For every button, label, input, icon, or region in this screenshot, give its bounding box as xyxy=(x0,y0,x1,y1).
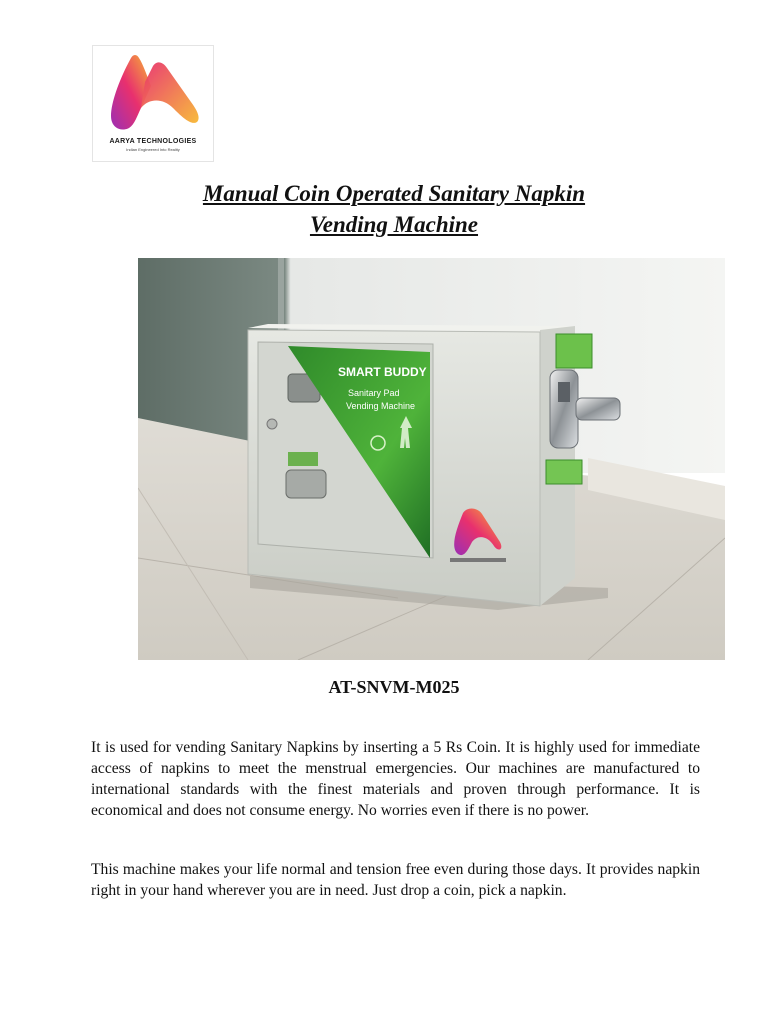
logo-tagline: Indian Engineered Into Reality xyxy=(126,147,180,152)
model-code: AT-SNVM-M025 xyxy=(328,677,460,697)
description-paragraph-2: This machine makes your life normal and tension free even during those days. It provides napkin right in your hand wherever you are in need. Just drop a coin, pick a napkin. xyxy=(91,861,700,899)
title-line-2: Vending Machine xyxy=(309,212,479,237)
logo-mark-icon xyxy=(93,46,213,141)
description-paragraph-1: It is used for vending Sanitary Napkins by inserting a 5 Rs Coin. It is highly used for immediate access of napkins to meet the menstrual emergencies. Our machines are manufactured to international standards with the finest materials and proven through performance. It is economical and does not consume energy. No worries even if there is no power. xyxy=(91,739,700,819)
product-photo xyxy=(138,258,725,660)
company-logo xyxy=(92,45,214,162)
coin-mechanism xyxy=(550,370,578,448)
label-brand: SMART BUDDY xyxy=(338,365,427,379)
logo-company-name: AARYA TECHNOLOGIES xyxy=(109,138,197,145)
title-line-1: Manual Coin Operated Sanitary Napkin xyxy=(202,181,586,206)
label-line-2: Vending Machine xyxy=(346,401,416,411)
document-title xyxy=(0,178,768,240)
label-line-1: Sanitary Pad xyxy=(348,388,400,398)
